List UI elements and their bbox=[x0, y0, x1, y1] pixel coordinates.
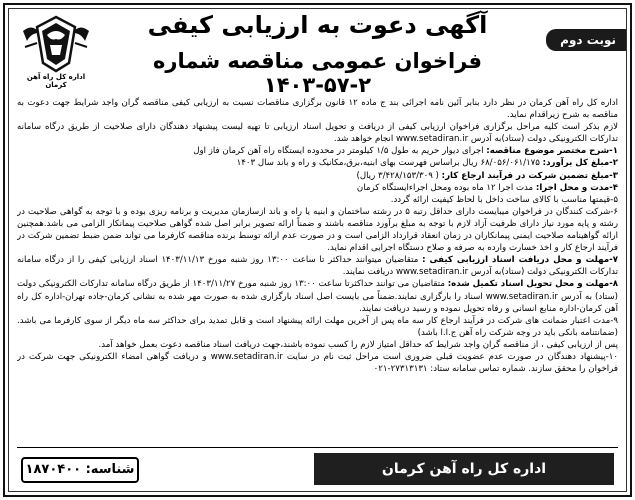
intro-paragraph-2: لازم بذکر است کلیه مراحل برگزاری فراخوان ارزیابی کیفی از دریافت و تحویل اسناد ارزیابی تا تهیه لیست پیشنهاد دهندگان دارای صلاحیت از طریق درگاه سامانه تدارکات الکترونیکی دولت (ستاد)به آدرس www.setadiran.ir انجام خواهد شد. bbox=[17, 122, 618, 145]
footer-organization: اداره کل راه آهن کرمان bbox=[314, 453, 614, 485]
footer-divider bbox=[17, 447, 618, 448]
item-3-label: ۳-مبلغ تضمین شرکت در فرآیند ارجاع کار: bbox=[441, 170, 618, 181]
ad-title: آگهی دعوت به ارزیابی کیفی bbox=[147, 11, 488, 39]
item-4-label: ۴-مدت و محل اجرا: bbox=[535, 182, 618, 193]
ad-body bbox=[17, 97, 618, 445]
item-7-label: ۷-مهلت و محل دریافت اسناد ارزیابی کیفی : bbox=[422, 255, 618, 266]
item-2 bbox=[17, 157, 618, 169]
intro-paragraph: اداره کل راه آهن کرمان در نظر دارد بنابر آئین نامه اجرائی بند ج ماده ۱۲ قانون برگزاری مناقصات نسبت به ارزیابی کیفی مناقصه گران واجد شرایط جهت دعوت به مناقصه به شرح زیراقدام نماید. bbox=[17, 98, 618, 121]
item-7-text: متقاضیان میتوانند حداکثر تا ساعت ۱۳:۰۰ روز شنبه مورخ ۱۴۰۳/۱۱/۱۳ اسناد ارزیابی کیفی را از درگاه سامانه تدارکات الکترونیکی دولت (ستاد)به آدرس www.setadiran.ir دریافت نمایند. bbox=[17, 255, 618, 278]
advertisement-frame bbox=[8, 8, 627, 492]
evaluation-note: پس از ارزیابی کیفی ، از مناقصه گران واجد شرایط که حداقل امتیاز لازم را کسب نموده باشند،جهت دریافت اسناد مناقصه دعوت بعمل خواهد آمد. bbox=[98, 339, 618, 350]
item-2-text: ۶۸/۰۵۶/۰۶۱/۱۷۵ ریال براساس فهرست بهای ابنیه،برق،مکانیک و راه و باند سال ۱۴۰۳ bbox=[236, 158, 540, 169]
item-8-text: متقاضیان می توانند حداکثرتا ساعت ۱۳:۰۰ روز شنبه مورخ ۱۴۰۳/۱۱/۲۷ از طریق درگاه سامانه تدارکات الکترونیکی دولت (ستاد) به آدرس www.setadiran.ir اسناد را بارگزاری نمایند.ضمناً می بایست اصل اسناد بارگزاری شده به صورت مهر شده به نشانی کرمان-جاده تهران-اداره کل راه آهن کرمان-اداره منابع انسانی و رفاه تحویل نموده و رسید دریافت نمایند. bbox=[17, 279, 618, 314]
ad-id-box bbox=[21, 457, 139, 483]
item-1-text: اجرای دیوار حریم به طول ۱/۵ کیلومتر در محدوده ایستگاه راه آهن کرمان فاز اول bbox=[193, 146, 484, 157]
header bbox=[9, 9, 626, 97]
item-4 bbox=[17, 182, 618, 194]
item-6: ۶-شرکت کنندگان در فراخوان میبایست دارای حداقل رتبه ۵ در رشته ساختمان و ابنیه یا راه و باند ازسازمان مدیریت و برنامه ریزی بوده و با توجه به گواهی صلاحیت در رشته و پایه مورد نیاز دارای ظرفیت آزاد لازم با توجه به مبلغ برآورد مناقصه باشند و ضمناً ارائه تصویر برابر اصل شده گواهی صلاحیت پیمانکار الزامی می باشد.همچنین ارائه گواهینامه صلاحیت ایمنی پیمانکاران در زمان انعقاد قرارداد الزامی است و در صورت عدم ارائه توسط برنده مناقصه کارفرما می تواند ضمن ضبط تضمین شرکت در فرآیند ارجاع کار و اخذ خسارت وارده به صرفه و صلاح دستگاه اجرایی اقدام نماید. bbox=[17, 206, 618, 254]
item-1 bbox=[17, 145, 618, 157]
railway-logo bbox=[17, 13, 95, 91]
tender-title: فراخوان عمومی مناقصه شماره ۲-۵۷-۱۴۰۳ bbox=[153, 49, 482, 97]
railway-emblem-icon bbox=[17, 13, 95, 75]
item-8-label: ۸-مهلت و محل تحویل اسناد تکمیل شده: bbox=[447, 279, 618, 290]
item-4-text: مدت اجرا ۱۲ ماه بوده ومحل اجراءایستگاه کرمان bbox=[356, 182, 534, 193]
item-3-text: ( ۳/۴۲۸/۱۵۳/۳۰۹ ریال) bbox=[356, 170, 439, 181]
ad-id-value: ۱۸۷۰۴۰۰ bbox=[25, 462, 82, 477]
item-7 bbox=[17, 254, 618, 278]
advertisement-page bbox=[3, 3, 632, 497]
ad-id-label: شناسه: bbox=[85, 462, 135, 477]
publication-round-badge: نوبت دوم bbox=[546, 29, 626, 51]
item-10: ۱۰-پیشنهاد دهندگان در صورت عدم عضویت قبلی ضروری است مراحل ثبت نام در سایت www.setadiran.ir و دریافت گواهی امضاء الکترونیکی جهت شرکت در فراخوان را محقق سازند. شماره تماس سامانه ستاد: ۲۷۳۱۳۱۳۱-۰۲۱ bbox=[17, 351, 618, 375]
item-8 bbox=[17, 278, 618, 314]
item-3 bbox=[17, 170, 618, 182]
item-2-label: ۲-مبلغ کل برآورد: bbox=[542, 158, 618, 169]
item-1-label: ۱-شرح مختصر موضوع مناقصه: bbox=[486, 146, 618, 157]
item-5: ۵-قیمتها مناسب با کالای ساخت داخل با لحاظ کیفیت ارائه گردد. bbox=[390, 194, 618, 205]
logo-caption: اداره کل راه آهن کرمان bbox=[26, 73, 86, 89]
item-9: ۹-مدت اعتبار ضمانت های شرکت در فرآیند ارجاع کار سه ماه پس از آخرین مهلت ارائه پیشنهاد است و قابل تمدید برای حداکثر سه ماه دیگر از سوی کارفرما می باشد.(ضمانتنامه بانکی باید در وجه شرکت راه آهن ج.ا.ا باشد) bbox=[17, 315, 618, 338]
